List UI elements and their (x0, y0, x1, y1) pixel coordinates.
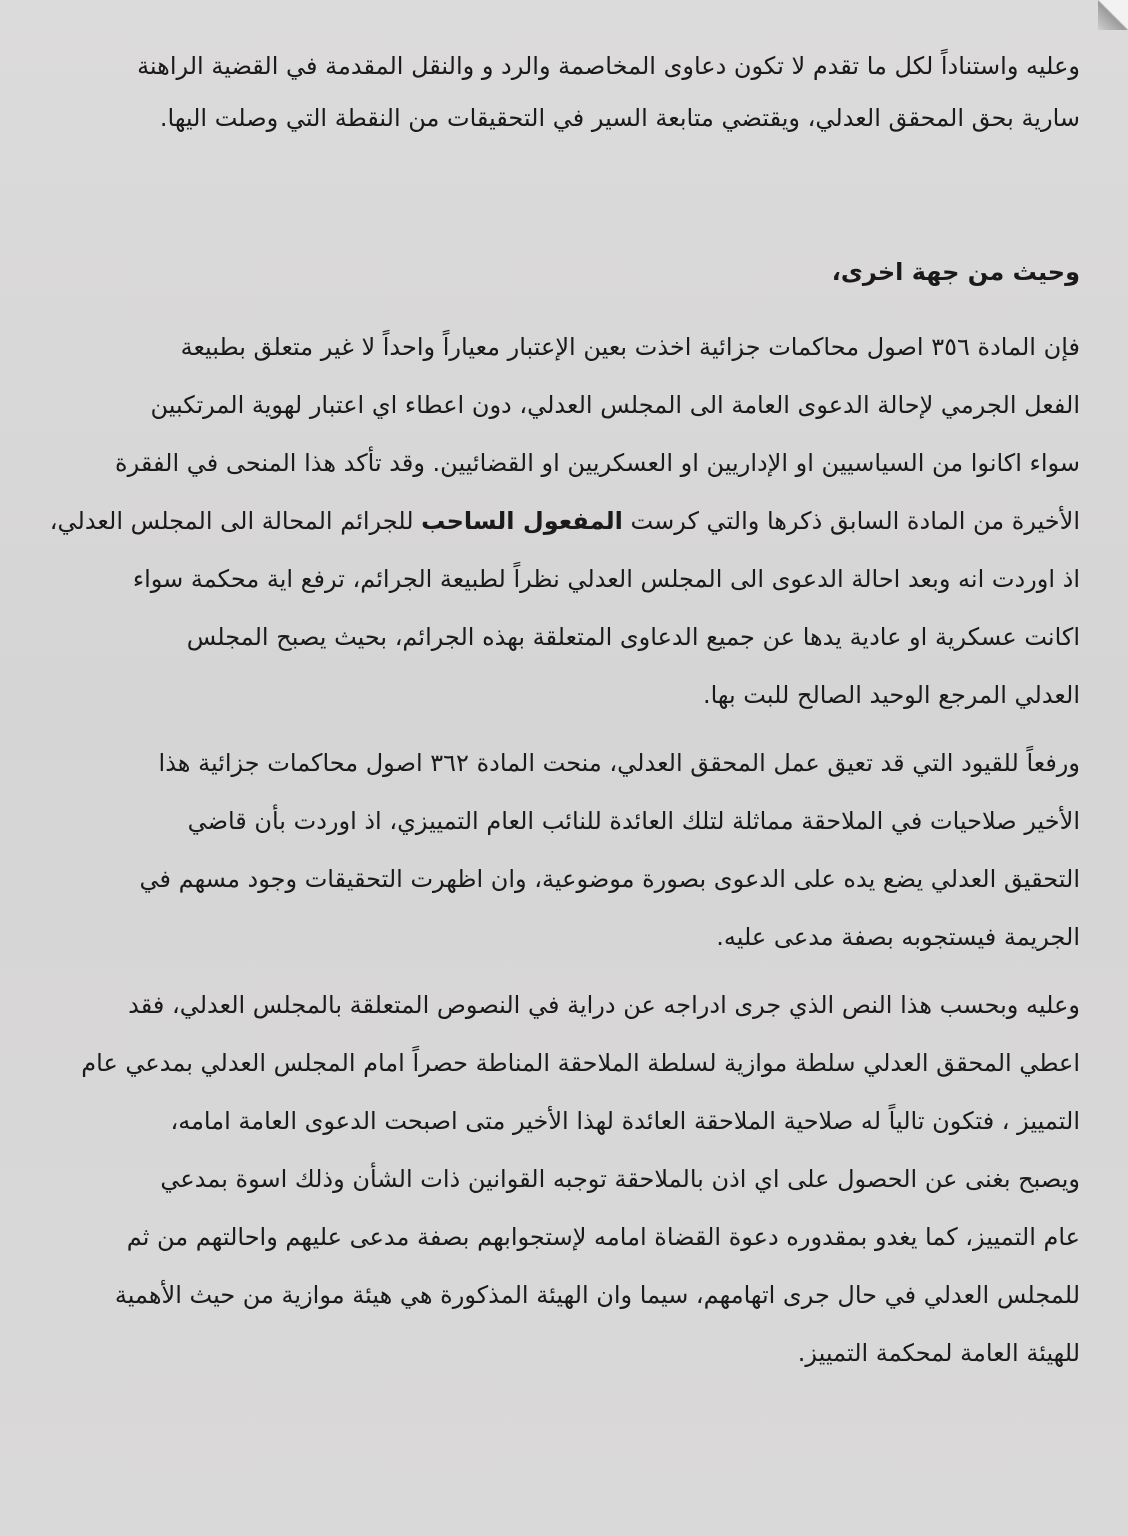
text-line: للهيئة العامة لمحكمة التمييز. (797, 1339, 1080, 1367)
text-line: ورفعاً للقيود التي قد تعيق عمل المحقق العدلي، منحت المادة ٣٦٢ اصول محاكمات جزائية هذا (158, 749, 1080, 777)
text-line: فإن المادة ٣٥٦ اصول محاكمات جزائية اخذت بعين الإعتبار معياراً واحداً لا غير متعلق بطبيعة (180, 333, 1080, 361)
text-line: سارية بحق المحقق العدلي، ويقتضي متابعة السير في التحقيقات من النقطة التي وصلت اليها. (159, 104, 1080, 132)
text-line: عام التمييز، كما يغدو بمقدوره دعوة القضاة امامه لإستجوابهم بصفة مدعى عليهم واحالتهم من ثم (126, 1223, 1080, 1251)
text-segment: للجرائم المحالة الى المجلس العدلي، (49, 507, 422, 535)
emphasized-term: المفعول الساحب (421, 507, 623, 535)
text-line: اذ اوردت انه وبعد احالة الدعوى الى المجلس العدلي نظراً لطبيعة الجرائم، ترفع اية محكمة سواء (132, 565, 1080, 593)
text-line: اعطي المحقق العدلي سلطة موازية لسلطة الملاحقة المناطة حصراً امام المجلس العدلي بمدعي عام (81, 1049, 1080, 1077)
text-line: الأخير صلاحيات في الملاحقة مماثلة لتلك العائدة للنائب العام التمييزي، اذ اوردت بأن قاضي (187, 807, 1080, 835)
text-line: وعليه واستناداً لكل ما تقدم لا تكون دعاوى المخاصمة والرد و والنقل المقدمة في القضية الراهنة (137, 52, 1080, 80)
text-line: سواء اكانوا من السياسيين او الإداريين او العسكريين او القضائيين. وقد تأكد هذا المنحى في الفقرة (115, 449, 1080, 477)
text-line: الفعل الجرمي لإحالة الدعوى العامة الى المجلس العدلي، دون اعطاء اي اعتبار لهوية المرتكبين (150, 391, 1080, 419)
paragraph-3 (70, 734, 1080, 966)
paragraph-4 (70, 976, 1080, 1382)
paragraph-2 (49, 318, 1080, 724)
text-line: الجريمة فيستجوبه بصفة مدعى عليه. (716, 923, 1080, 951)
text-line: التمييز ، فتكون تالياً له صلاحية الملاحقة العائدة لهذا الأخير متى اصبحت الدعوى العامة امامه، (170, 1107, 1080, 1135)
text-line-with-emphasis (49, 492, 1080, 550)
text-line: التحقيق العدلي يضع يده على الدعوى بصورة موضوعية، وان اظهرت التحقيقات وجود مسهم في (139, 865, 1080, 893)
text-line: ويصبح بغنى عن الحصول على اي اذن بالملاحقة توجبه القوانين ذات الشأن وذلك اسوة بمدعي (160, 1165, 1080, 1193)
paragraph-1 (70, 40, 1080, 144)
document-body (49, 40, 1080, 1382)
page-corner-fold (1098, 0, 1128, 30)
text-line: اكانت عسكرية او عادية يدها عن جميع الدعاوى المتعلقة بهذه الجرائم، بحيث يصبح المجلس (186, 623, 1080, 651)
text-line: العدلي المرجع الوحيد الصالح للبت بها. (702, 681, 1080, 709)
text-segment: الأخيرة من المادة السابق ذكرها والتي كرست (622, 507, 1080, 535)
text-line: وعليه وبحسب هذا النص الذي جرى ادراجه عن دراية في النصوص المتعلقة بالمجلس العدلي، فقد (128, 991, 1080, 1019)
text-line: للمجلس العدلي في حال جرى اتهامهم، سيما وان الهيئة المذكورة هي هيئة موازية من حيث الأهمية (114, 1281, 1080, 1309)
section-heading: وحيث من جهة اخرى، (831, 258, 1080, 286)
